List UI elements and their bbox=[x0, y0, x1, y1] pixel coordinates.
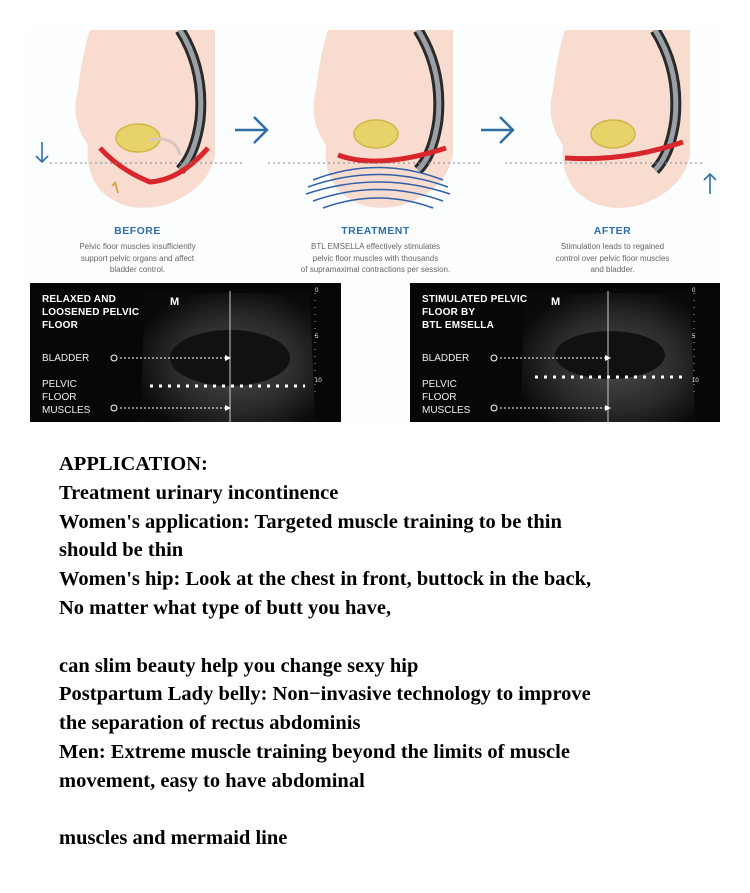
stage-title-after: AFTER bbox=[593, 225, 632, 237]
down-arrow-icon bbox=[32, 140, 52, 166]
logo-mark: M bbox=[551, 296, 561, 308]
stage-title-before: BEFORE bbox=[114, 225, 161, 237]
stage-description-before: Pelvic floor muscles insufficiently support pelvic organs and affect bladder control. bbox=[79, 242, 196, 274]
scale-label-5: 5 bbox=[315, 334, 319, 340]
text-line: Treatment urinary incontinence bbox=[59, 481, 339, 504]
scale-label-5: 5 bbox=[692, 334, 696, 340]
text-line: Women's hip: Look at the chest in front, buttock in the back, bbox=[59, 568, 592, 591]
text-line: Men: Extreme muscle training beyond the limits of muscle bbox=[59, 740, 570, 763]
right-arrow-icon bbox=[232, 112, 272, 148]
application-text bbox=[59, 450, 699, 853]
stage-description-treatment: BTL EMSELLA effectively stimulates pelvic floor muscles with thousands of supramaximal contractions per session. bbox=[300, 242, 451, 274]
ultrasound-panel-before bbox=[30, 283, 341, 422]
ultrasound-title-after: STIMULATED PELVIC FLOOR BY BTL EMSELLA bbox=[422, 294, 528, 331]
scale-label-0: 0 bbox=[692, 288, 696, 294]
up-arrow-icon bbox=[700, 170, 720, 196]
blank-line bbox=[59, 796, 699, 825]
bladder-label: BLADDER bbox=[422, 353, 470, 364]
blank-line bbox=[59, 623, 699, 652]
stage-title-treatment: TREATMENT bbox=[341, 225, 410, 237]
treatment-illustration bbox=[268, 30, 483, 222]
ultrasound-title-before: RELAXED AND LOOSENED PELVIC FLOOR bbox=[42, 294, 140, 331]
scale-label-10: 10 bbox=[315, 378, 322, 384]
stage-description-after: Stimulation leads to regained control over pelvic floor muscles and bladder. bbox=[555, 242, 670, 274]
text-line: the separation of rectus abdominis bbox=[59, 712, 361, 735]
scale-label-0: 0 bbox=[315, 288, 319, 294]
emsella-infographic bbox=[30, 30, 720, 422]
after-illustration bbox=[505, 30, 720, 222]
pelvic-floor-muscles-label: PELVIC FLOOR MUSCLES bbox=[422, 379, 471, 416]
application-heading: APPLICATION: bbox=[59, 453, 208, 475]
text-line: Women's application: Targeted muscle training to be thin bbox=[59, 510, 562, 533]
text-line: movement, easy to have abdominal bbox=[59, 769, 365, 792]
bladder-label: BLADDER bbox=[42, 353, 90, 364]
pelvic-floor-muscles-label: PELVIC FLOOR MUSCLES bbox=[42, 379, 91, 416]
scale-label-10: 10 bbox=[692, 378, 699, 384]
text-line: No matter what type of butt you have, bbox=[59, 596, 392, 619]
ultrasound-panel-after bbox=[410, 283, 720, 422]
text-line: should be thin bbox=[59, 539, 184, 562]
logo-mark: M bbox=[170, 296, 180, 308]
text-line: can slim beauty help you change sexy hip bbox=[59, 654, 419, 677]
text-line: Postpartum Lady belly: Non−invasive technology to improve bbox=[59, 683, 591, 706]
text-line: muscles and mermaid line bbox=[59, 827, 288, 850]
before-illustration bbox=[30, 30, 245, 222]
